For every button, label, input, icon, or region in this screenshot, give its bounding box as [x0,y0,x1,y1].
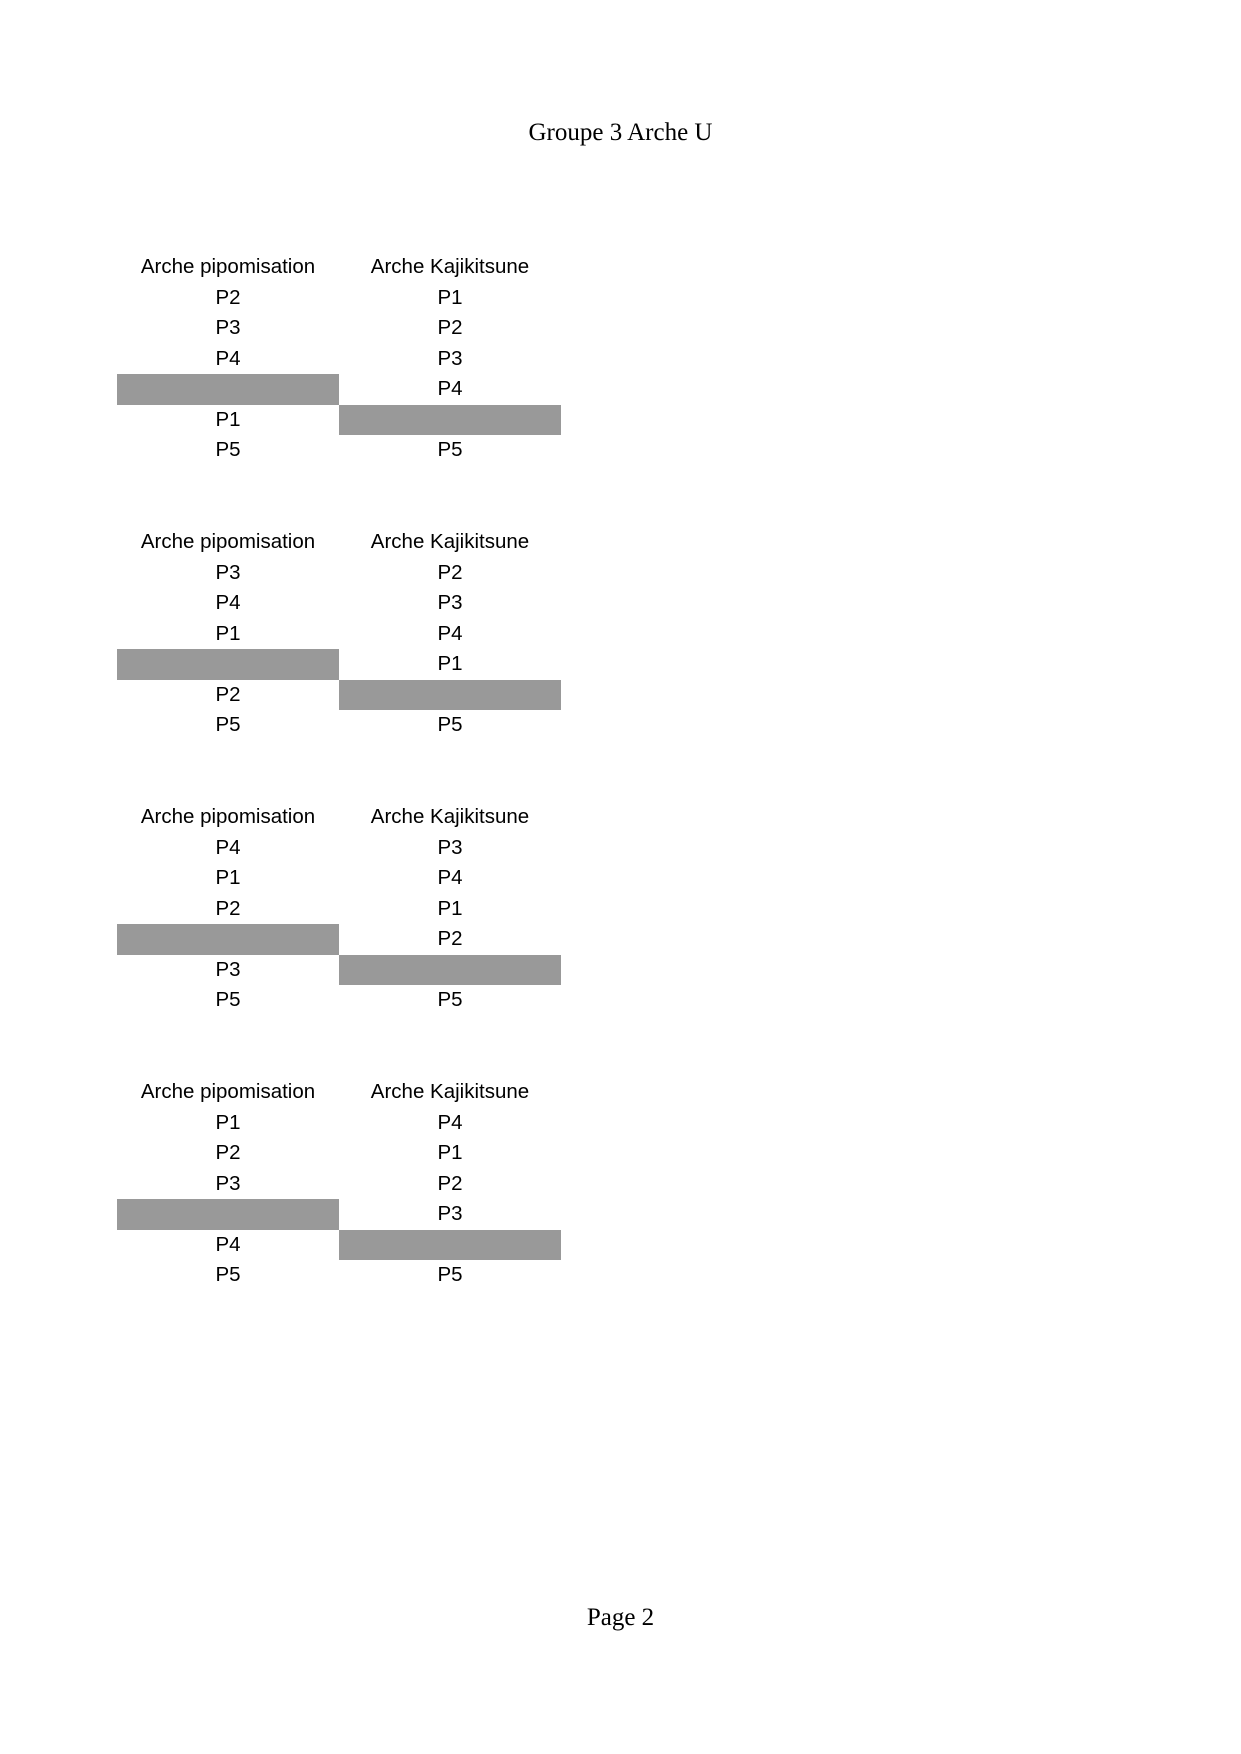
table-row [117,985,561,1016]
cell-kajikitsune: P4 [437,377,463,400]
column-header-kajikitsune: Arche Kajikitsune [370,255,530,278]
page-header [0,118,1241,148]
table-row [117,649,561,680]
cell-kajikitsune: P1 [437,285,463,309]
cell-pipomisation: P1 [215,621,241,645]
page-number: Page 2 [586,1604,655,1631]
table-row [117,1138,561,1169]
table-row [117,1260,561,1291]
cell-kajikitsune: P5 [437,438,463,461]
table-row [117,833,561,864]
cell-kajikitsune-gray [339,955,561,986]
cell-kajikitsune: P4 [437,1110,463,1134]
rotation-table-4 [117,1077,561,1291]
table-row [117,374,561,405]
cell-pipomisation: P1 [215,866,241,889]
table-row [117,435,561,466]
table-row [117,710,561,741]
cell-kajikitsune: P2 [437,560,463,584]
cell-pipomisation-gray [117,1199,339,1230]
cell-kajikitsune: P3 [437,835,463,859]
cell-kajikitsune: P3 [437,346,463,370]
column-header-kajikitsune: Arche Kajikitsune [370,530,530,553]
table-row [117,588,561,619]
cell-pipomisation: P2 [215,285,241,309]
header-title: Groupe 3 Arche U [528,119,713,146]
cell-pipomisation: P2 [215,896,241,920]
cell-pipomisation: P5 [215,713,241,736]
table-row [117,619,561,650]
cell-pipomisation: P4 [215,591,241,614]
rotation-table-2 [117,527,561,741]
cell-pipomisation: P1 [215,1110,241,1134]
table-row [117,894,561,925]
table-row [117,955,561,986]
cell-kajikitsune: P1 [437,1141,463,1164]
cell-pipomisation-gray [117,649,339,680]
cell-kajikitsune: P4 [437,621,463,645]
table-row [117,558,561,589]
cell-pipomisation: P4 [215,346,241,370]
cell-kajikitsune: P5 [437,1263,463,1286]
table-row [117,344,561,375]
column-header-pipomisation: Arche pipomisation [140,255,316,278]
table-row [117,405,561,436]
cell-pipomisation: P4 [215,835,241,859]
cell-pipomisation: P5 [215,1263,241,1286]
cell-pipomisation: P3 [215,1171,241,1195]
cell-pipomisation: P3 [215,560,241,584]
column-header-kajikitsune: Arche Kajikitsune [370,1080,530,1103]
table-row [117,924,561,955]
cell-kajikitsune-gray [339,405,561,436]
rotation-table-1 [117,252,561,466]
cell-pipomisation: P5 [215,438,241,461]
cell-kajikitsune: P2 [437,1171,463,1195]
column-header-pipomisation: Arche pipomisation [140,530,316,553]
table-header-row [117,252,561,283]
cell-pipomisation: P2 [215,682,241,706]
cell-pipomisation-gray [117,924,339,955]
cell-kajikitsune: P3 [437,1202,463,1225]
cell-kajikitsune: P1 [437,652,463,675]
column-header-kajikitsune: Arche Kajikitsune [370,805,530,828]
cell-pipomisation-gray [117,374,339,405]
table-row [117,863,561,894]
cell-kajikitsune: P4 [437,866,463,889]
cell-pipomisation: P3 [215,957,241,981]
cell-pipomisation: P3 [215,316,241,339]
cell-kajikitsune-gray [339,680,561,711]
table-header-row [117,527,561,558]
column-header-pipomisation: Arche pipomisation [140,805,316,828]
table-row [117,1230,561,1261]
column-header-pipomisation: Arche pipomisation [140,1080,316,1103]
table-row [117,680,561,711]
rotation-table-3 [117,802,561,1016]
cell-kajikitsune: P2 [437,927,463,950]
page-footer [0,1603,1241,1633]
cell-kajikitsune: P2 [437,316,463,339]
cell-pipomisation: P2 [215,1141,241,1164]
cell-kajikitsune: P5 [437,713,463,736]
table-row [117,313,561,344]
cell-pipomisation: P1 [215,407,241,431]
table-row [117,1169,561,1200]
table-header-row [117,802,561,833]
cell-kajikitsune-gray [339,1230,561,1261]
table-row [117,1199,561,1230]
table-row [117,1108,561,1139]
cell-pipomisation: P5 [215,988,241,1011]
cell-pipomisation: P4 [215,1232,241,1256]
cell-kajikitsune: P1 [437,896,463,920]
table-header-row [117,1077,561,1108]
table-row [117,283,561,314]
cell-kajikitsune: P5 [437,988,463,1011]
cell-kajikitsune: P3 [437,591,463,614]
